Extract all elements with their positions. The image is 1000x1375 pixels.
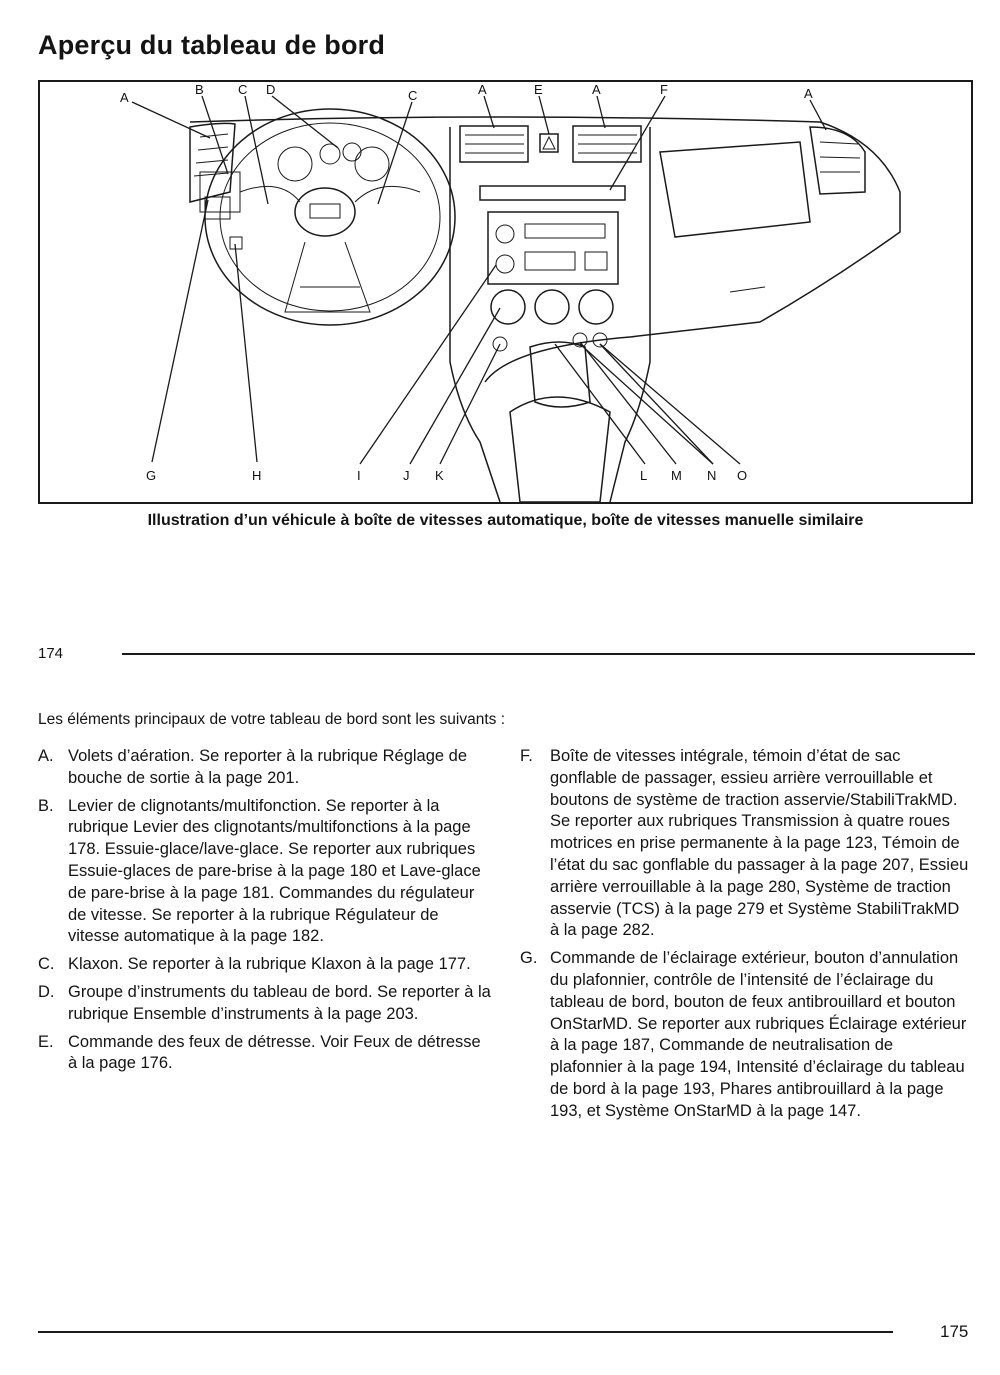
page-number-left: 174 [38,645,64,662]
item-letter: E. [38,1032,54,1051]
divider [38,1331,893,1333]
dashboard-illustration [38,80,973,504]
callout-label: A [120,90,129,105]
page-number-right: 175 [940,1322,969,1341]
vent-right [810,127,865,194]
list-item [38,982,493,1026]
item-text: Levier de clignotants/multifonction. Se reporter à la rubrique Levier des clignotants/multifonctions à la page 178. Essuie-glace/lave-glace. Se reporter aux rubriques Essuie-glaces de pare-brise à la page 180 et Lave-glace de pare-brise à la page 181. Commandes du régulateur de vitesse. Se reporter à la rubrique Régulateur de vitesse automatique à la page 182. [68,796,481,946]
list-item [520,948,970,1122]
list-item [38,796,493,949]
item-letter: F. [520,747,533,765]
divider [122,653,975,655]
radio [488,212,618,284]
callout-label: G [146,468,157,483]
callout-label: A [478,82,487,97]
callout-label: D [266,82,276,97]
callout-label: A [804,86,813,101]
page-title: Aperçu du tableau de bord [38,30,386,60]
climate-controls [491,290,613,324]
figure-caption: Illustration d’un véhicule à boîte de vitesses automatique, boîte de vitesses manuelle similaire [147,512,864,529]
item-text: Commande des feux de détresse. Voir Feux de détresse à la page 176. [68,1032,481,1073]
callout-label: A [592,82,601,97]
item-text: Volets d’aération. Se reporter à la rubrique Réglage de bouche de sortie à la page 201. [68,747,468,787]
callout-label: K [435,468,444,483]
callout-label: J [403,468,410,483]
instrument-cluster [278,143,389,181]
callout-label: N [707,468,717,483]
callout-label: M [671,468,682,483]
item-letter: D. [38,982,55,1001]
callout-label: L [640,468,648,483]
list-item [38,954,493,976]
callout-label: C [238,82,248,97]
callout-label: H [252,468,262,483]
item-text: Klaxon. Se reporter à la rubrique Klaxon à la page 177. [68,955,471,974]
callout-label: O [737,468,748,483]
item-letter: G. [520,949,538,968]
callout-label: I [357,468,361,483]
item-text: Commande de l’éclairage extérieur, bouton d’annulation du plafonnier, contrôle de l’intensité de l’éclairage du tableau de bord, bouton de feux antibrouillard et bouton OnStarMD. Se reporter aux rubriques Éclairage extérieur à la page 187, Commande de neutralisation de plafonnier à la page 194, Intensité d’éclairage du tableau de bord à la page 193, Phares antibrouillard à la page 193, et Système OnStarMD à la page 147. [550,949,967,1120]
item-letter: C. [38,955,55,974]
item-letter: A. [38,747,54,765]
list-item [520,746,970,942]
vents-center [460,126,641,162]
callout-label: F [660,82,668,97]
list-item [38,1032,493,1076]
list-item [38,746,493,790]
item-text: Boîte de vitesses intégrale, témoin d’état de sac gonflable de passager, essieu arrière verrouillable et boutons de système de traction asservie/StabiliTrakMD. Se reporter aux rubriques Transmission à quatre roues motrices en prise permanente à la page 123, Témoin de l’état du sac gonflable du passager à la page 207, Essieu arrière verrouillable à la page 280, Système de traction asservie (TCS) à la page 279 et Système StabiliTrakMD à la page 282. [550,747,969,940]
item-letter: B. [38,796,54,815]
callout-label: C [408,88,418,103]
vent-left [190,123,235,202]
callout-label: E [534,82,543,97]
items-column-right [520,746,970,1129]
items-column-left [38,746,493,1081]
intro-text: Les éléments principaux de votre tableau de bord sont les suivants : [38,711,505,728]
item-text: Groupe d’instruments du tableau de bord. Se reporter à la rubrique Ensemble d’instruments à la page 203. [68,982,491,1023]
callout-label: B [195,82,204,97]
